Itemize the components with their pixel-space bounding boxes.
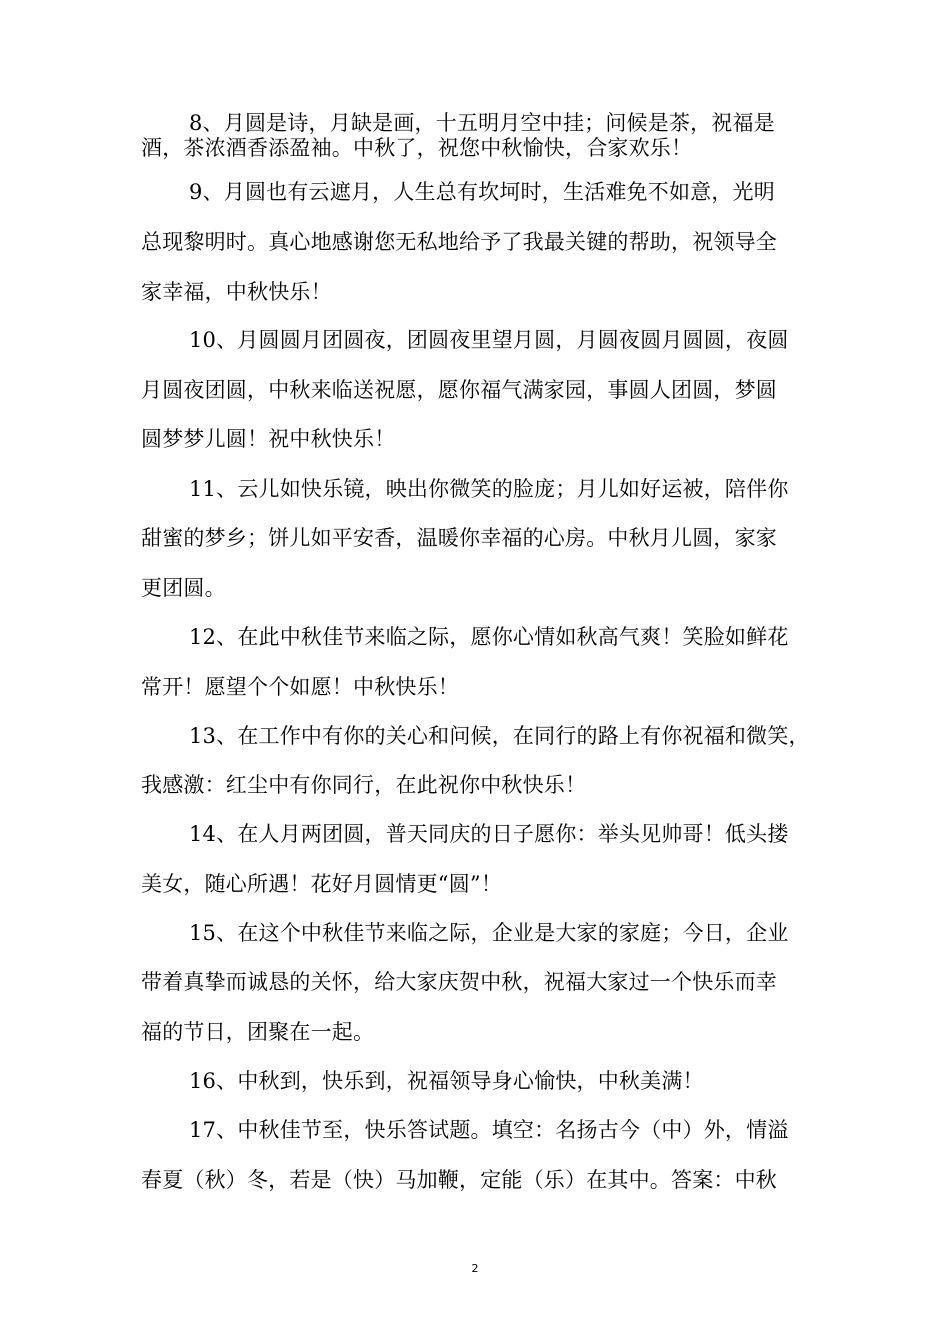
paragraph-17-line-2: 春夏（秋）冬，若是（快）马加鞭，定能（乐）在其中。答案：中秋	[141, 1168, 777, 1192]
paragraph-15-line-3: 福的节日，团聚在一起。	[141, 1020, 375, 1044]
paragraph-10-line-1: 10、月圆圆月团圆夜，团圆夜里望月圆，月圆夜圆月圆圆，夜圆	[189, 328, 789, 352]
paragraph-16-line-1: 16、中秋到，快乐到，祝福领导身心愉快，中秋美满！	[189, 1069, 704, 1093]
paragraph-9-line-1: 9、月圆也有云遮月，人生总有坎坷时，生活难免不如意，光明	[189, 180, 775, 204]
paragraph-9-line-3: 家幸福，中秋快乐！	[141, 280, 332, 304]
paragraph-9-line-2: 总现黎明时。真心地感谢您无私地给予了我最关键的帮助，祝领导全	[141, 230, 777, 254]
paragraph-14-line-2: 美女，随心所遇！花好月圆情更“圆”！	[141, 872, 503, 896]
paragraph-15-line-2: 带着真挚而诚恳的关怀，给大家庆贺中秋，祝福大家过一个快乐而幸	[141, 970, 777, 994]
paragraph-11-line-3: 更团圆。	[141, 576, 226, 600]
paragraph-12-line-2: 常开！愿望个个如愿！中秋快乐！	[141, 675, 459, 699]
paragraph-8-line-2: 酒，茶浓酒香添盈袖。中秋了，祝您中秋愉快，合家欢乐！	[141, 136, 693, 160]
paragraph-10-line-3: 圆梦梦儿圆！祝中秋快乐！	[141, 427, 396, 451]
page-number: 2	[471, 1262, 479, 1275]
paragraph-15-line-1: 15、在这个中秋佳节来临之际，企业是大家的家庭；今日，企业	[189, 921, 789, 945]
paragraph-13-line-1: 13、在工作中有你的关心和问候，在同行的路上有你祝福和微笑，	[189, 724, 810, 748]
paragraph-8-line-1: 8、月圆是诗，月缺是画，十五明月空中挂；问候是茶，祝福是	[189, 111, 775, 135]
paragraph-14-line-1: 14、在人月两团圆，普天同庆的日子愿你：举头见帅哥！低头搂	[189, 822, 789, 846]
paragraph-10-line-2: 月圆夜团圆，中秋来临送祝愿，愿你福气满家园，事圆人团圆，梦圆	[141, 378, 777, 402]
paragraph-13-line-2: 我感激：红尘中有你同行，在此祝你中秋快乐！	[141, 773, 587, 797]
paragraph-11-line-1: 11、云儿如快乐镜，映出你微笑的脸庞；月儿如好运被，陪伴你	[189, 477, 789, 501]
paragraph-12-line-1: 12、在此中秋佳节来临之际，愿你心情如秋高气爽！笑脸如鲜花	[189, 625, 789, 649]
paragraph-11-line-2: 甜蜜的梦乡；饼儿如平安香，温暖你幸福的心房。中秋月儿圆，家家	[141, 526, 777, 550]
paragraph-17-line-1: 17、中秋佳节至，快乐答试题。填空：名扬古今（中）外，情溢	[189, 1118, 789, 1142]
